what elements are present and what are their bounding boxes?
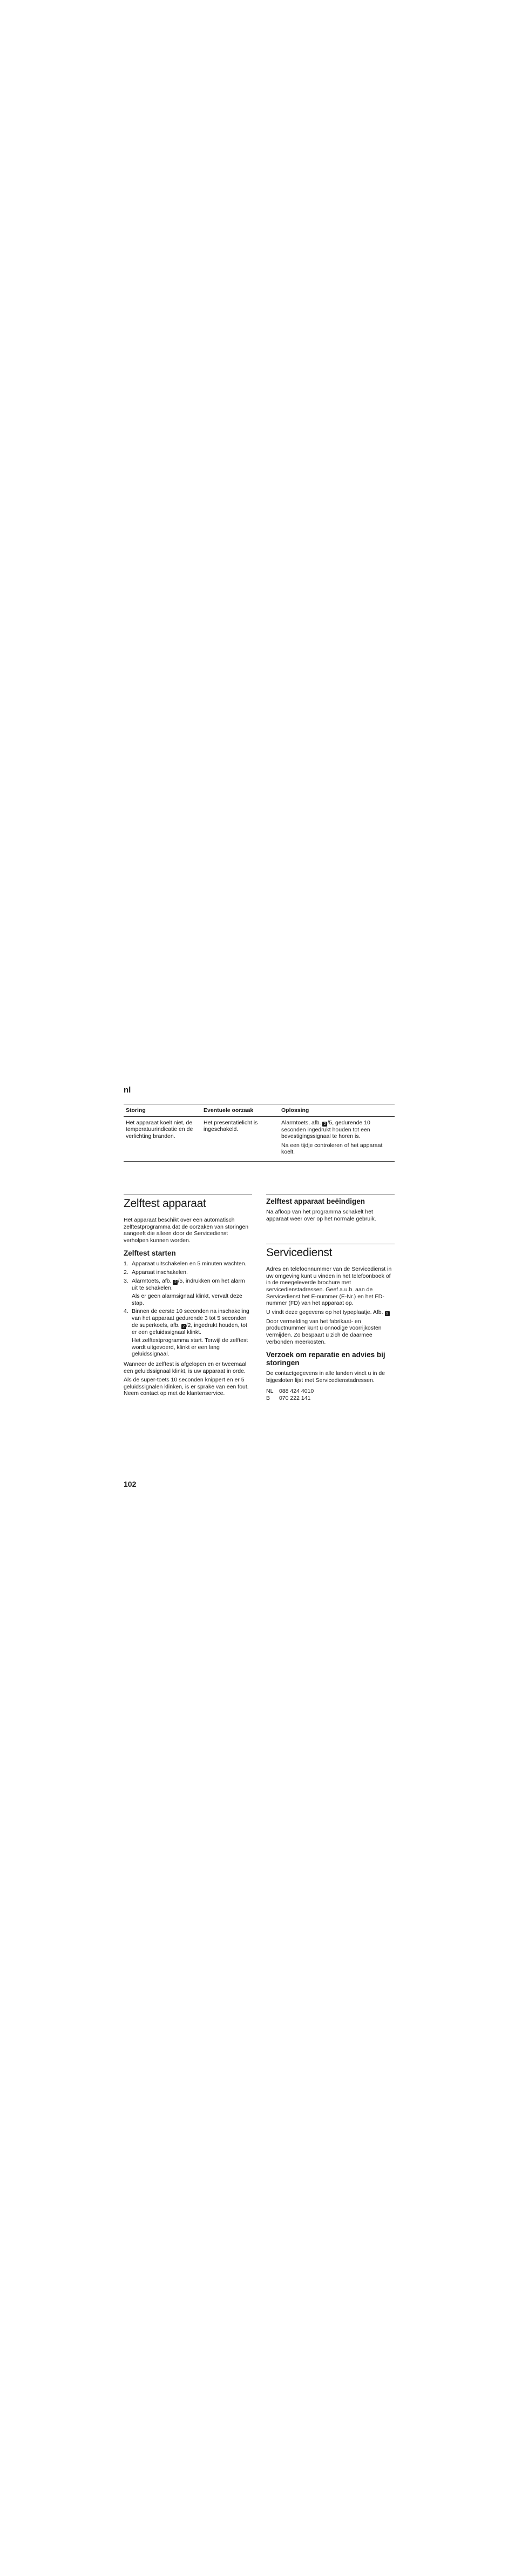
language-label: nl: [124, 1085, 131, 1095]
figure-ref-icon: 2: [181, 1324, 186, 1329]
table-row: [124, 1117, 395, 1162]
phone-row: B 070 222 141: [266, 1394, 311, 1401]
cell-solution: [279, 1120, 395, 1158]
step-note: Als er geen alarmsignaal klinkt, vervalt deze stap.: [132, 1293, 242, 1306]
end-self-test-title: Zelftest apparaat beëindigen: [266, 1197, 365, 1205]
left-column: [124, 1195, 252, 1399]
troubleshooting-table: [124, 1104, 395, 1162]
list-item: 1. Apparaat uitschakelen en 5 minuten wachten.: [124, 1260, 247, 1267]
self-test-steps: [124, 1260, 252, 1358]
self-test-ok-text: Wanneer de zelftest is afgelopen en er tweemaal een geluidssignaal klinkt, is uw apparaat in orde.: [124, 1360, 247, 1374]
header-cause: Eventuele oorzaak: [204, 1107, 254, 1114]
header-solution: Oplossing: [281, 1107, 309, 1114]
self-test-intro: Het apparaat beschikt over een automatisch zelftestprogramma dat de oorzaken van storingen aangeeft die alleen door de Servicedienst verholpen kunnen worden.: [124, 1217, 249, 1244]
figure-ref-icon: 2: [322, 1122, 327, 1127]
repair-text: De contactgegevens in alle landen vindt u in de bijgesloten lijst met Servicedienstadressen.: [266, 1370, 385, 1384]
solution-step-2: Na een tijdje controleren of het apparaat koelt.: [281, 1142, 383, 1155]
service-text: Adres en telefoonnummer van de Servicedienst in uw omgeving kunt u vinden in het telefoonboek of in de meegeleverde brochure met servicedienstadressen. Geef a.u.b. aan de Servicedienst het E-nummer (E-Nr.) en het FD-nummer (FD) van het apparaat op.: [266, 1266, 392, 1307]
type-plate-text: U vindt deze gegevens op het typeplaatje. Afb. 9: [266, 1309, 395, 1316]
list-item: 4. Binnen de eerste 10 seconden na inschakeling van het apparaat gedurende 3 tot 5 seconden de superkoels, afb. 2 /2, ingedrukt houden, tot er een geluidssignaal klinkt. Het zelftestprogramma start. Terwijl de zelftest wordt uitgevoerd, klinkt er een lang geluidssignaal.: [124, 1308, 252, 1358]
cell-problem: Het apparaat koelt niet, de temperatuurindicatie en de verlichting branden.: [126, 1119, 193, 1139]
phone-list: [266, 1388, 395, 1401]
figure-ref-icon: 9: [385, 1311, 390, 1316]
phone-row: NL 088 424 4010: [266, 1388, 314, 1395]
end-self-test-text: Na afloop van het programma schakelt het apparaat weer over op het normale gebruik.: [266, 1209, 376, 1222]
step-note: Het zelftestprogramma start. Terwijl de zelftest wordt uitgevoerd, klinkt er een lang geluidssignaal.: [132, 1337, 248, 1358]
start-self-test-subtitle: Zelftest starten: [124, 1249, 176, 1258]
self-test-title: Zelftest apparaat: [124, 1197, 206, 1210]
list-item: 3. Alarmtoets, afb. 2 /5, indrukken om het alarm uit te schakelen. Als er geen alarmsignaal klinkt, vervalt deze stap.: [124, 1278, 252, 1307]
repair-title: Verzoek om reparatie en advies bij storingen: [266, 1351, 385, 1367]
table-header: [124, 1104, 395, 1117]
page-number: 102: [124, 1480, 137, 1488]
right-column: [266, 1195, 395, 1402]
header-problem: Storing: [126, 1107, 146, 1114]
solution-step-1: Alarmtoets, afb. 2 /5, gedurende 10 seconden ingedrukt houden tot een bevestigingssignaal te horen is.: [281, 1119, 370, 1139]
cost-text: Door vermelding van het fabrikaat- en productnummer kunt u onnodige voorrijkosten vermijden. Zo bespaart u zich de daarmee verbonden meerkosten.: [266, 1318, 382, 1345]
list-item: 2. Apparaat inschakelen.: [124, 1269, 188, 1276]
self-test-error-text: Als de super-toets 10 seconden knippert en er 5 geluidssignalen klinken, is er sprake van een fout. Neem contact op met de klantenservice.: [124, 1377, 249, 1397]
service-title: Servicedienst: [266, 1246, 333, 1259]
figure-ref-icon: 2: [173, 1280, 178, 1285]
cell-cause: Het presentatielicht is ingeschakeld.: [204, 1119, 258, 1132]
